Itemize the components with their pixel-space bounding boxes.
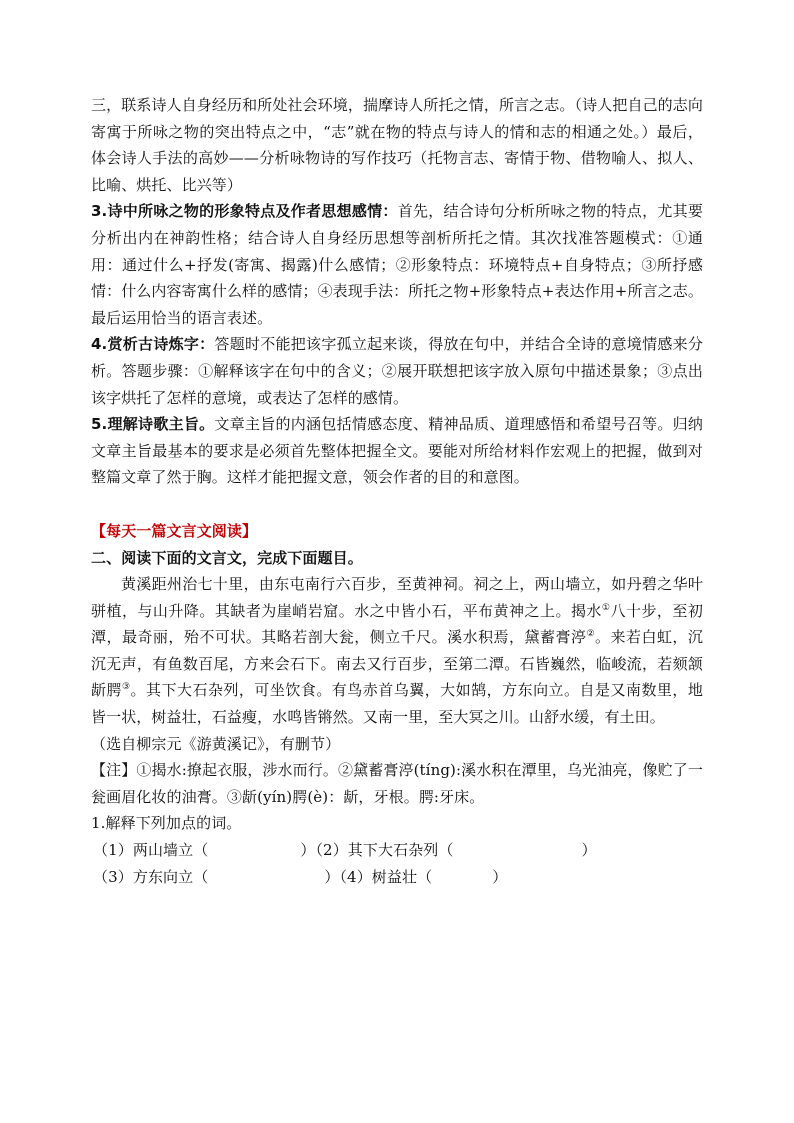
tip-item-4 (91, 331, 703, 411)
question-1-prompt: 1.解释下列加点的词。 (91, 814, 242, 833)
passage-notes: 【注】①揭水:撩起衣服，涉水而行。②黛蓄膏渟(tíng):溪水积在潭里，乌光油亮，像贮了一瓮画眉化妆的油膏。③龂(yín)腭(è)：龂，牙根。腭:牙床。 (91, 761, 703, 806)
q1-item-2-close: ） (581, 841, 597, 860)
document-page (91, 92, 703, 890)
section-title: 【每天一篇文言文阅读】 (91, 521, 258, 540)
section-gap (91, 491, 703, 518)
tip-item-3-intro: 三，联系诗人自身经历和所处社会环境，揣摩诗人所托之情，所言之志。（诗人把自己的志向寄寓于所咏之物的突出特点之中，“志”就在物的特点与诗人的情和志的相通之处。）最后，体会诗人手法的高妙——分析咏物诗的写作技巧（托物言志、寄情于物、借物喻人、拟人、比喻、烘托、比兴等） (91, 96, 703, 194)
q1-item-4-close: ） (492, 867, 508, 886)
classical-passage (91, 571, 703, 731)
q1-item-1-label: （1）两山墙立（ (93, 841, 209, 860)
question-heading: 二、阅读下面的文言文，完成下面题目。 (91, 548, 363, 567)
tip-item-5-title: 5.理解诗歌主旨。 (91, 415, 215, 434)
passage-part-d: 。其下大石杂列，可坐饮食。有鸟赤首乌翼，大如鹄，方东向立。自是又南数里，地皆一状，树益壮，石益瘦，水鸣皆锵然。又南一里，至大冥之川。山舒水缓，有土田。 (91, 681, 703, 727)
q1-item-4-label: ）（4）树益壮（ (324, 867, 433, 886)
tip-item-4-body: 答题时不能把该字孤立起来谈，得放在句中，并结合全诗的意境情感来分析。答题步骤：①解释该字在句中的含义；②展开联想把该字放入原句中描述景象；③点出该字烘托了怎样的意境，或表达了怎样的感情。 (91, 335, 703, 407)
tip-item-5-body: 文章主旨的内涵包括情感态度、精神品质、道理感悟和希望号召等。归纳文章主旨最基本的要求是必须首先整体把握全文。要能对所给材料作宏观上的把握，做到对整篇文章了然于胸。这样才能把握文意，领会作者的目的和意图。 (91, 415, 703, 487)
passage-part-c: 。来若白虹，沉沉无声，有鱼数百尾，方来会石下。南去又行百步，至第二潭。石皆巍然，临峻流，若颏颔龂腭 (91, 628, 704, 700)
tip-item-5 (91, 411, 703, 491)
tip-item-4-title: 4.赏析古诗炼字： (91, 335, 215, 354)
passage-part-a: 黄溪距州治七十里，由东屯南行六百步，至黄神祠。祠之上，两山墙立，如丹碧之华叶骈植，与山升降。其缺者为崖峭岩窟。水之中皆小石，平布黄神之上。揭水 (91, 575, 703, 620)
footnote-marker-3: ③ (121, 682, 131, 693)
tip-item-3 (91, 198, 703, 331)
passage-source: （选自柳宗元《游黄溪记》，有删节） (91, 734, 341, 753)
q1-item-3-label: （3）方东向立（ (93, 867, 209, 886)
question-1-row-2 (91, 864, 703, 891)
footnote-marker-2: ② (586, 629, 596, 640)
footnote-marker-1: ① (601, 602, 611, 613)
tip-item-3-body: 首先，结合诗句分析所咏之物的特点，尤其要分析出内在神韵性格；结合诗人自身经历思想等剖析所托之情。其次找准答题模式：①通用：通过什么+抒发(寄寓、揭露)什么感情；②形象特点：环境特点+自身特点；③所抒感情：什么内容寄寓什么样的感情；④表现手法：所托之物+形象特点+表达作用+所言之志。最后运用恰当的语言表述。 (91, 202, 703, 327)
passage-part-b: 八十步，至初潭，最奇丽，殆不可状。其略若剖大瓮，侧立千尺。溪水积焉，黛蓄膏渟 (91, 601, 703, 647)
tip-item-3-title: 3.诗中所咏之物的形象特点及作者思想感情： (91, 202, 398, 221)
question-1-row-1 (91, 837, 703, 864)
q1-item-2-label: ）（2）其下大石杂列（ (300, 841, 454, 860)
